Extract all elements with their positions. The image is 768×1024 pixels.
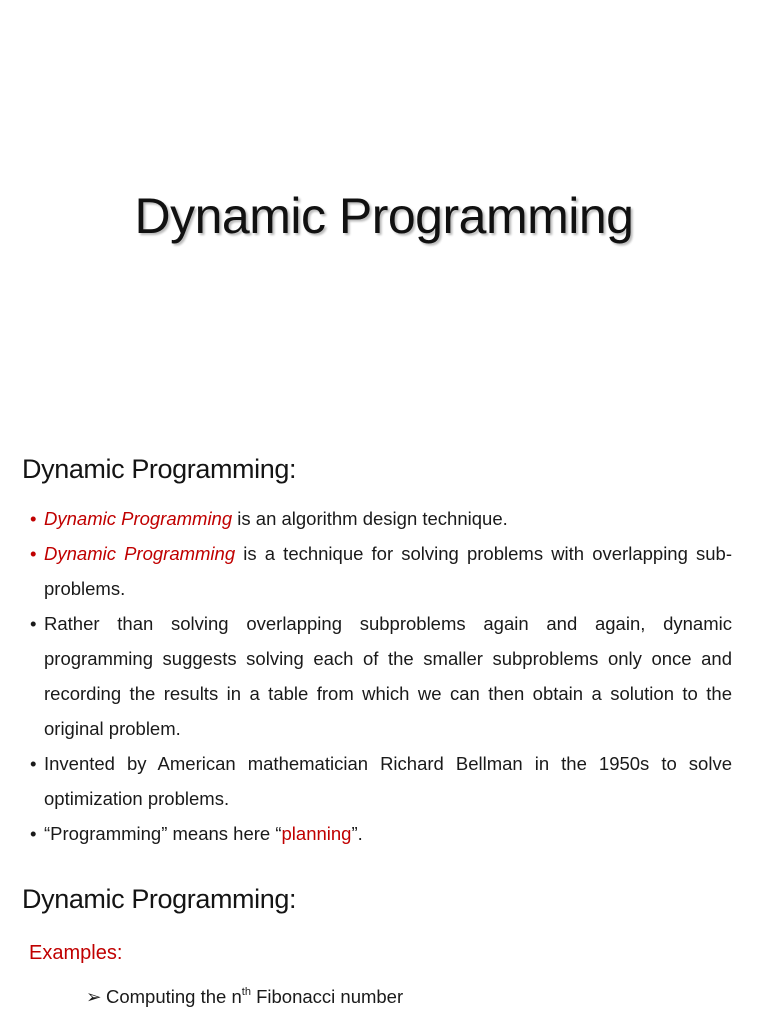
bullet-text: is a technique for solving problems with overlapping sub-problems. bbox=[44, 543, 732, 599]
list-item bbox=[30, 536, 732, 606]
section-heading: Dynamic Programming: bbox=[22, 884, 297, 914]
bullet-list bbox=[30, 501, 732, 851]
list-item bbox=[86, 984, 403, 1010]
bullet-marker: • bbox=[30, 543, 37, 564]
bullet-text: “Programming” means here “ bbox=[44, 823, 282, 844]
arrow-bullet-icon: ➢ bbox=[86, 986, 102, 1007]
list-item bbox=[30, 606, 732, 746]
highlighted-term: Dynamic Programming bbox=[44, 508, 233, 529]
example-text: Fibonacci number bbox=[250, 986, 404, 1007]
list-item bbox=[30, 501, 732, 536]
title-slide bbox=[0, 0, 768, 420]
list-item bbox=[30, 816, 732, 851]
page-title: Dynamic Programming bbox=[134, 188, 634, 244]
list-item bbox=[30, 746, 732, 816]
bullet-marker: • bbox=[30, 823, 37, 844]
superscript: th bbox=[241, 985, 251, 998]
bullet-text: Invented by American mathematician Richard Bellman in the 1950s to solve optimization problems. bbox=[44, 753, 732, 809]
bullet-marker: • bbox=[30, 613, 37, 634]
bullet-text: Rather than solving overlapping subproblems again and again, dynamic programming suggests solving each of the smaller subproblems only once and recording the results in a table from which we can then obtain a solution to the original problem. bbox=[44, 613, 732, 739]
bullet-text: is an algorithm design technique. bbox=[232, 508, 508, 529]
bullet-marker: • bbox=[30, 508, 37, 529]
examples-slide bbox=[0, 860, 768, 1024]
definition-slide bbox=[0, 420, 768, 860]
examples-label: Examples: bbox=[29, 942, 123, 964]
example-text: Computing the n bbox=[106, 986, 242, 1007]
highlighted-term: Dynamic Programming bbox=[44, 543, 236, 564]
bullet-text: ”. bbox=[351, 823, 363, 844]
bullet-marker: • bbox=[30, 753, 37, 774]
highlighted-term: planning bbox=[281, 823, 352, 844]
section-heading: Dynamic Programming: bbox=[22, 454, 297, 484]
